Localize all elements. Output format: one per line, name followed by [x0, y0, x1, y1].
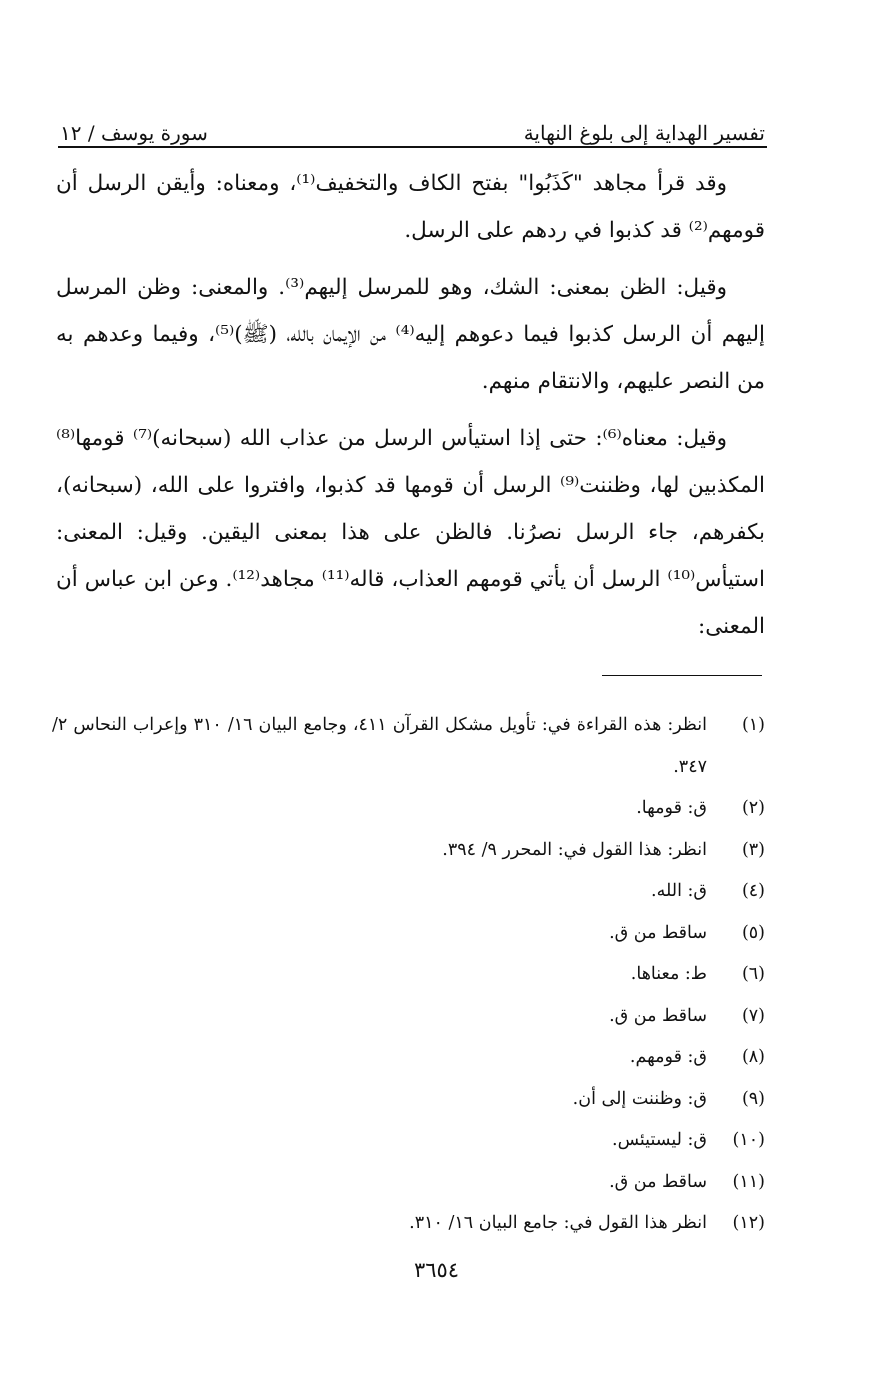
footnote-text: ق: الله.: [651, 881, 707, 901]
paragraph: وقد قرأ مجاهد "كَذَبُوا" بفتح الكاف والتخفيف⁽¹⁾، ومعناه: وأيقن الرسل أن قومهم⁽²⁾ قد كذبوا في ردهم على الرسل.: [56, 171, 765, 243]
footnote-item: [52, 954, 765, 996]
paragraph: وقيل: الظن بمعنى: الشك، وهو للمرسل إليهم⁽³⁾. والمعنى: وظن المرسل إليهم أن الرسل كذبوا فيما دعوهم إليه⁽⁴⁾ من الإيمان بالله، (ﷺ)⁽⁵⁾، وفيما وعدهم به من النصر عليهم، والانتقام منهم.: [56, 275, 765, 394]
footnote-text: ساقط من ق.: [609, 1171, 707, 1192]
footnote-number: (٢): [741, 798, 765, 818]
footnote-item: [52, 871, 765, 913]
running-head: [60, 105, 765, 145]
main-text: [56, 160, 765, 660]
footnote-number: (٦): [741, 964, 765, 984]
footnote-text: انظر: هذه القراءة في: تأويل مشكل القرآن ٤١١، وجامع البيان ١٦/ ٣١٠ وإعراب النحاس ٢/ ٣٤٧.: [52, 715, 707, 777]
footnote-number: (٩): [741, 1088, 765, 1109]
footnote-number: (٣): [741, 839, 765, 860]
surah-label: سورة يوسف / ١٢: [60, 121, 208, 145]
footnote-text: ق: قومها.: [636, 798, 707, 818]
footnote-item: [52, 1203, 765, 1245]
footnote-text: ق: وظننت إلى أن.: [572, 1088, 707, 1109]
footnote-number: (٤): [741, 881, 765, 901]
footnote-number: (٥): [741, 922, 765, 943]
footnote-text: انظر هذا القول في: جامع البيان ١٦/ ٣١٠.: [409, 1213, 707, 1233]
footnote-text: ط: معناها.: [630, 964, 707, 984]
page-number: ٣٦٥٤: [413, 1258, 460, 1282]
footnote-number: (١): [741, 715, 765, 735]
footnote-item: [52, 913, 765, 955]
footnote-item: [52, 1120, 765, 1162]
footnote-item: [52, 996, 765, 1038]
footnotes: [52, 705, 765, 1245]
footnote-text: ق: قومهم.: [629, 1047, 707, 1067]
footnote-item: [52, 1162, 765, 1204]
footnote-number: (١١): [732, 1171, 765, 1192]
paragraph: وقيل: معناه⁽⁶⁾: حتى إذا استيأس الرسل من عذاب الله (سبحانه)⁽⁷⁾ قومها⁽⁸⁾ المكذبين لها، وظننت⁽⁹⁾ الرسل أن قومها قد كذبوا، وافتروا على الله، (سبحانه)، بكفرهم، جاء الرسل نصرُنا. فالظن على هذا بمعنى اليقين. وقيل: المعنى: استيأس⁽¹⁰⁾ الرسل أن يأتي قومهم العذاب، قاله⁽¹¹⁾ مجاهد⁽¹²⁾. وعن ابن عباس أن المعنى:: [56, 426, 766, 639]
footnote-text: انظر: هذا القول في: المحرر ٩/ ٣٩٤.: [442, 839, 707, 860]
footnote-divider: [602, 675, 762, 676]
footnote-number: (٧): [741, 1005, 765, 1026]
footnote-number: (١٠): [732, 1130, 765, 1150]
book-title: تفسير الهداية إلى بلوغ النهاية: [523, 121, 765, 145]
footnote-text: ساقط من ق.: [609, 1005, 707, 1026]
footnote-item: [52, 705, 765, 788]
footnote-item: [52, 830, 765, 872]
footnote-item: [52, 1079, 765, 1121]
header-divider: [58, 146, 767, 148]
footnote-number: (١٢): [732, 1213, 765, 1233]
footnote-item: [52, 788, 765, 830]
footnote-text: ساقط من ق.: [609, 922, 707, 943]
footnote-number: (٨): [741, 1047, 765, 1067]
footnote-text: ق: ليستيئس.: [612, 1130, 707, 1150]
footnote-item: [52, 1037, 765, 1079]
